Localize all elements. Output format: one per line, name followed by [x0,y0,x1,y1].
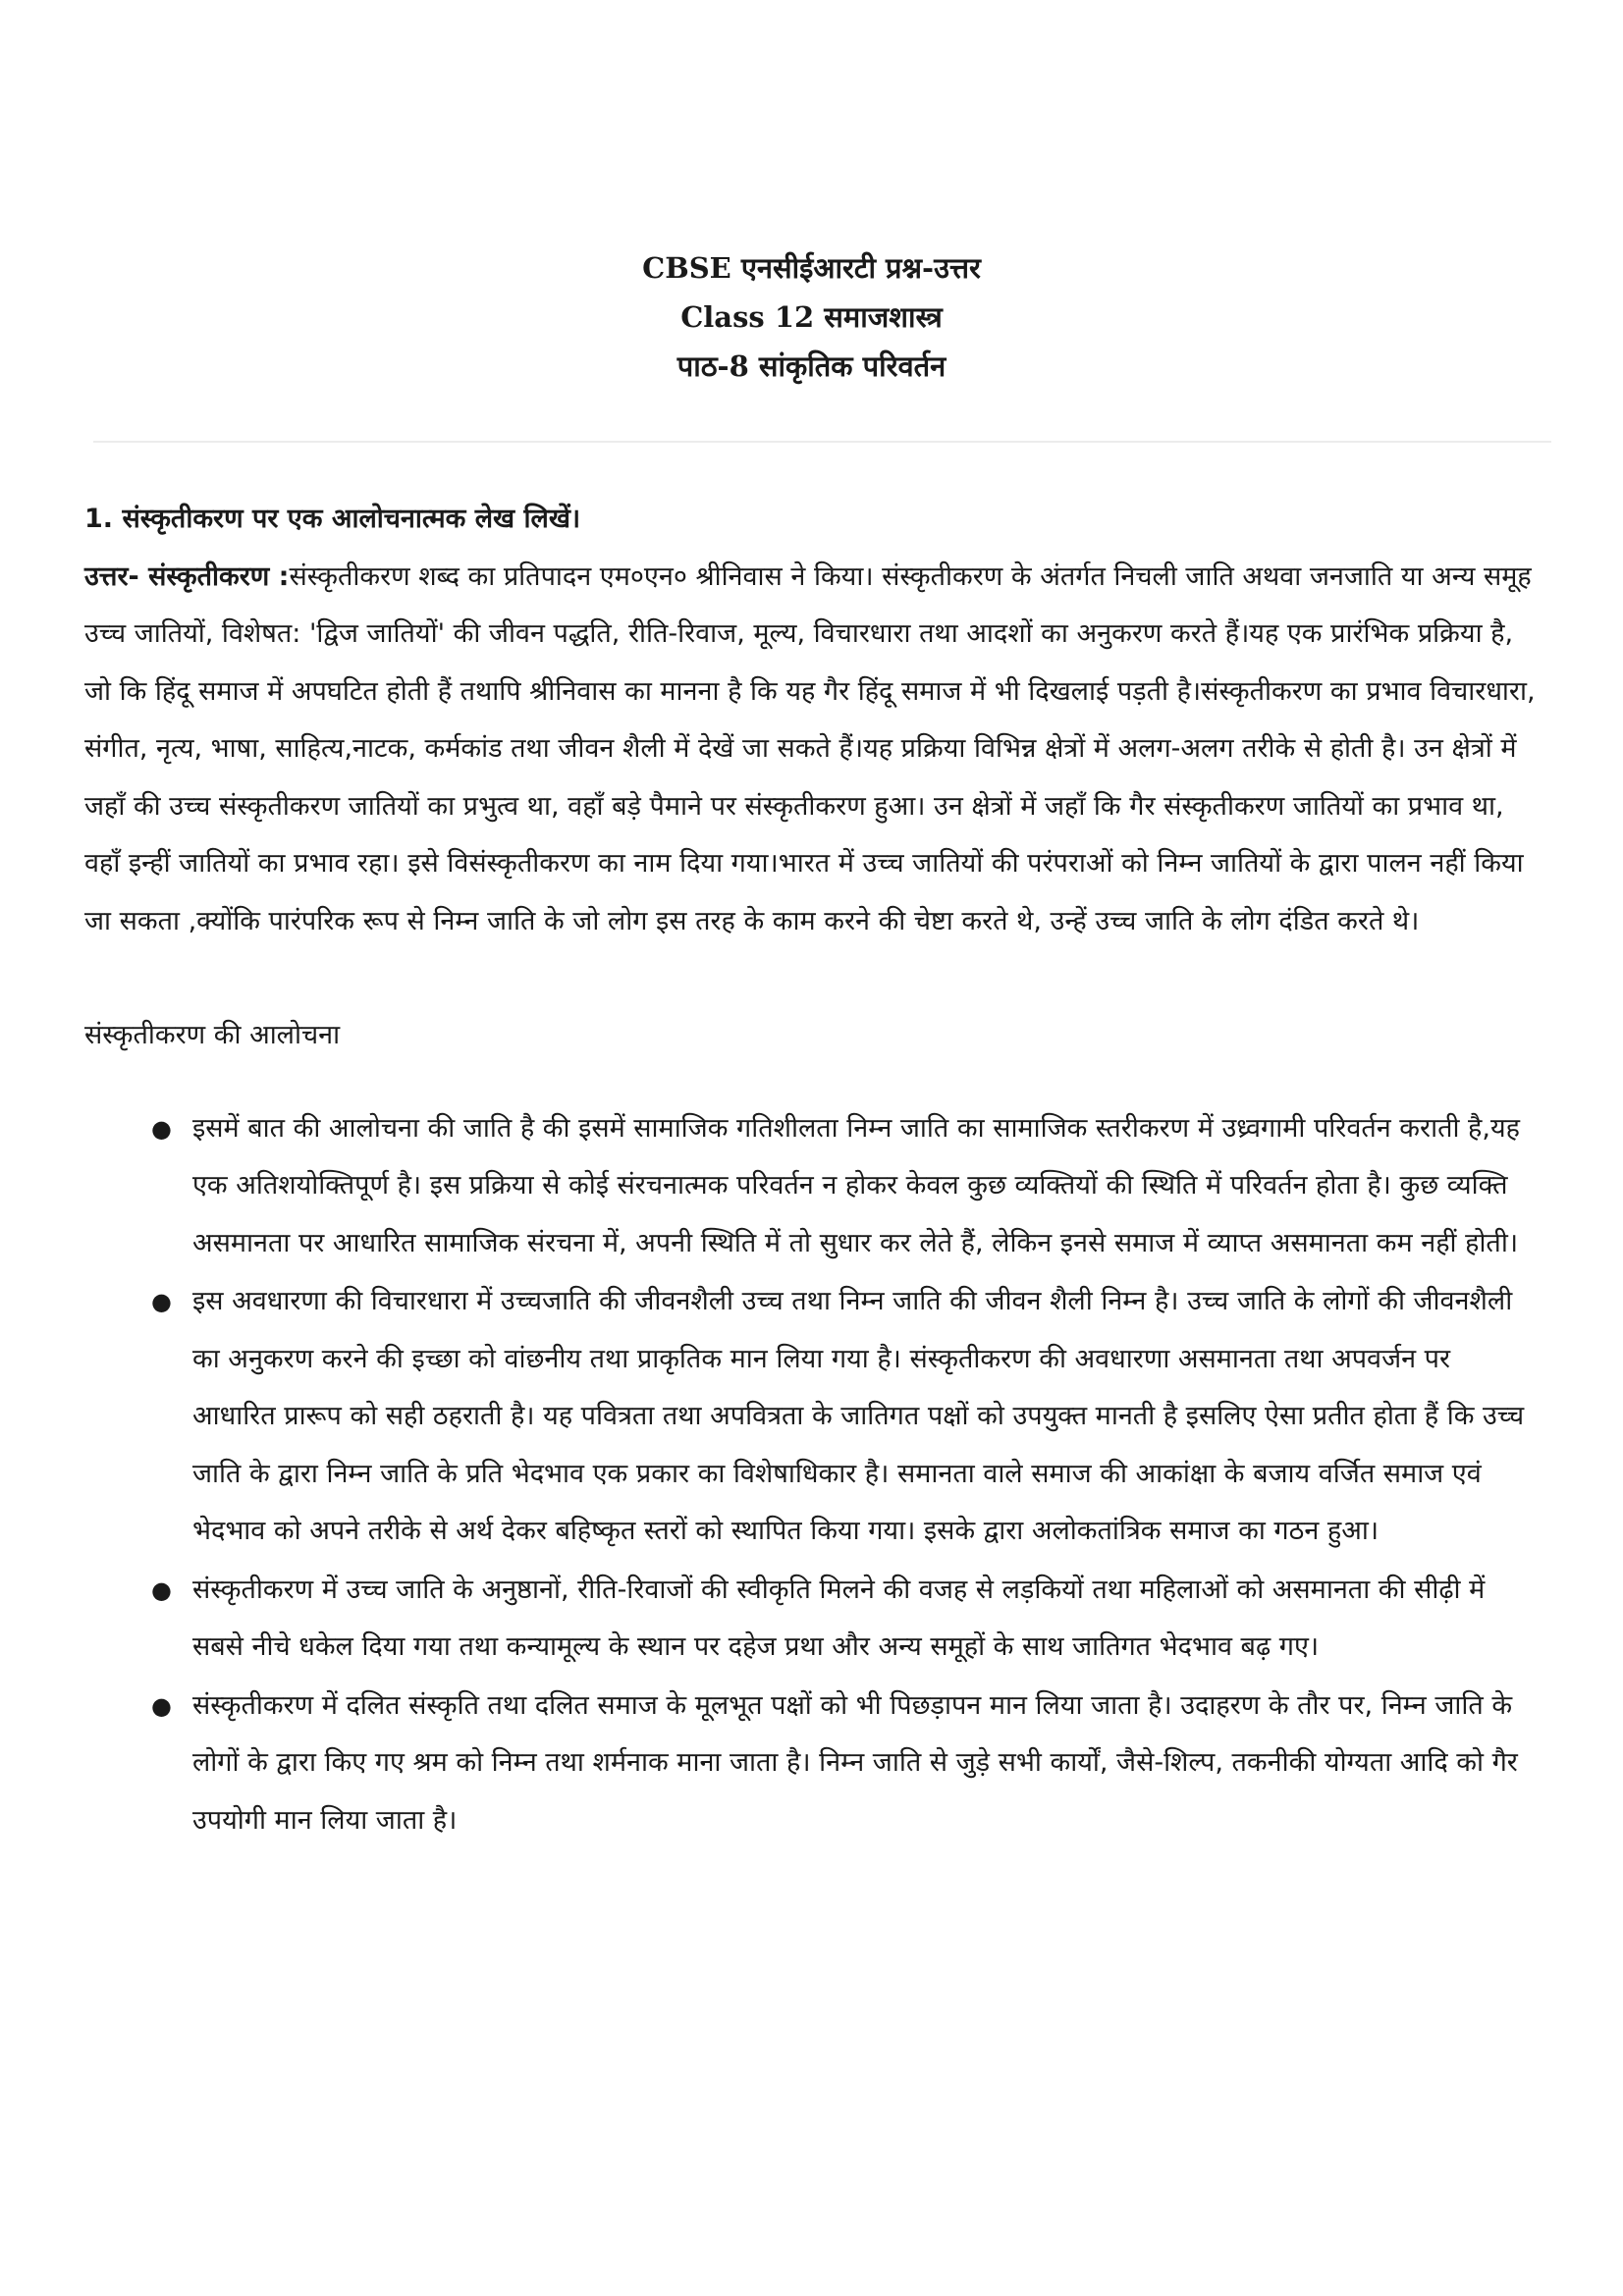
header-divider [93,441,1551,443]
document-header [0,243,1623,391]
answer-text: संस्कृतीकरण शब्द का प्रतिपादन एम०एन० श्रीनिवास ने किया। संस्कृतीकरण के अंतर्गत निचली जाति अथवा जनजाति या अन्य समूह उच्च जातियों, विशेषत: 'द्विज जातियों' की जीवन पद्धति, रीति-रिवाज, मूल्य, विचारधारा तथा आदशों का अनुकरण करते हैं।यह एक प्रारंभिक प्रक्रिया है, जो कि हिंदू समाज में अपघटित होती हैं तथापि श्रीनिवास का मानना है कि यह गैर हिंदू समाज में भी दिखलाई पड़ती है।संस्कृतीकरण का प्रभाव विचारधारा, संगीत, नृत्य, भाषा, साहित्य,नाटक, कर्मकांड तथा जीवन शैली में देखें जा सकते हैं।यह प्रक्रिया विभिन्न क्षेत्रों में अलग-अलग तरीके से होती है। उन क्षेत्रों में जहाँ की उच्च संस्कृतीकरण जातियों का प्रभुत्व था, वहाँ बड़े पैमाने पर संस्कृतीकरण हुआ। उन क्षेत्रों में जहाँ कि गैर संस्कृतीकरण जातियों का प्रभाव था, वहाँ इन्हीं जातियों का प्रभाव रहा। इसे विसंस्कृतीकरण का नाम दिया गया।भारत में उच्च जातियों की परंपराओं को निम्न जातियों के द्वारा पालन नहीं किया जा सकता ,क्योंकि पारंपरिक रूप से निम्न जाति के जो लोग इस तरह के काम करने की चेष्टा करते थे, उन्हें उच्च जाति के लोग दंडित करते थे। [84,561,1536,936]
bullet-icon: ● [151,1288,172,1315]
criticism-list [84,1100,1538,1850]
list-item-text: इसमें बात की आलोचना की जाति है की इसमें सामाजिक गतिशीलता निम्न जाति का सामाजिक स्तरीकरण में उध्र्वगामी परिवर्तन कराती है,यह एक अतिशयोक्तिपूर्ण है। इस प्रक्रिया से कोई संरचनात्मक परिवर्तन न होकर केवल कुछ व्यक्तियों की स्थिति में परिवर्तन होता है। कुछ व्यक्ति असमानता पर आधारित सामाजिक संरचना में, अपनी स्थिति में तो सुधार कर लेते हैं, लेकिन इनसे समाज में व्याप्त असमानता कम नहीं होती। [192,1112,1520,1258]
question-title: 1. संस्कृतीकरण पर एक आलोचनात्मक लेख लिखें। [84,504,581,534]
list-item [84,1562,1538,1677]
document-body [84,491,1538,1850]
list-item [84,1100,1538,1273]
answer-lead: उत्तर- संस्कृतीकरण : [84,561,290,592]
header-class: Class 12 समाजशास्त्र [680,300,943,334]
list-item-text: संस्कृतीकरण में दलित संस्कृति तथा दलित समाज के मूलभूत पक्षों को भी पिछड़ापन मान लिया जाता है। उदाहरण के तौर पर, निम्न जाति के लोगों के द्वारा किए गए श्रम को निम्न तथा शर्मनाक माना जाता है। निम्न जाति से जुड़े सभी कार्यों, जैसे-शिल्प, तकनीकी योग्यता आदि को गैर उपयोगी मान लिया जाता है। [192,1689,1518,1836]
bullet-icon: ● [151,1691,172,1720]
criticism-heading: संस्कृतीकरण की आलोचना [84,1020,341,1050]
header-chapter: पाठ-8 सांकृतिक परिवर्तन [676,349,947,383]
list-item-text: इस अवधारणा की विचारधारा में उच्चजाति की जीवनशैली उच्च तथा निम्न जाति की जीवन शैली निम्न है। उच्च जाति के लोगों की जीवनशैली का अनुकरण करने की इच्छा को वांछनीय तथा प्राकृतिक मान लिया गया है। संस्कृतीकरण की अवधारणा असमानता तथा अपवर्जन पर आधारित प्रारूप को सही ठहराती है। यह पवित्रता तथा अपवित्रता के जातिगत पक्षों को उपयुक्त मानती है इसलिए ऐसा प्रतीत होता हैं कि उच्च जाति के द्वारा निम्न जाति के प्रति भेदभाव एक प्रकार का विशेषाधिकार है। समानता वाले समाज की आकांक्षा के बजाय वर्जित समाज एवं भेदभाव को अपने तरीके से अर्थ देकर बहिष्कृत स्तरों को स्थापित किया गया। इसके द्वारा अलोकतांत्रिक समाज का गठन हुआ। [192,1286,1525,1546]
list-item [84,1273,1538,1561]
header-title: CBSE एनसीईआरटी प्रश्न-उत्तर [642,251,981,285]
list-item [84,1678,1538,1850]
bullet-icon: ● [151,1114,172,1143]
answer-paragraph [84,549,1538,951]
bullet-icon: ● [151,1575,172,1604]
list-item-text: संस्कृतीकरण में उच्च जाति के अनुष्ठानों, रीति-रिवाजों की स्वीकृति मिलने की वजह से लड़कियों तथा महिलाओं को असमानता की सीढ़ी में सबसे नीचे धकेल दिया गया तथा कन्यामूल्य के स्थान पर दहेज प्रथा और अन्य समूहों के साथ जातिगत भेदभाव बढ़ गए। [192,1574,1486,1662]
